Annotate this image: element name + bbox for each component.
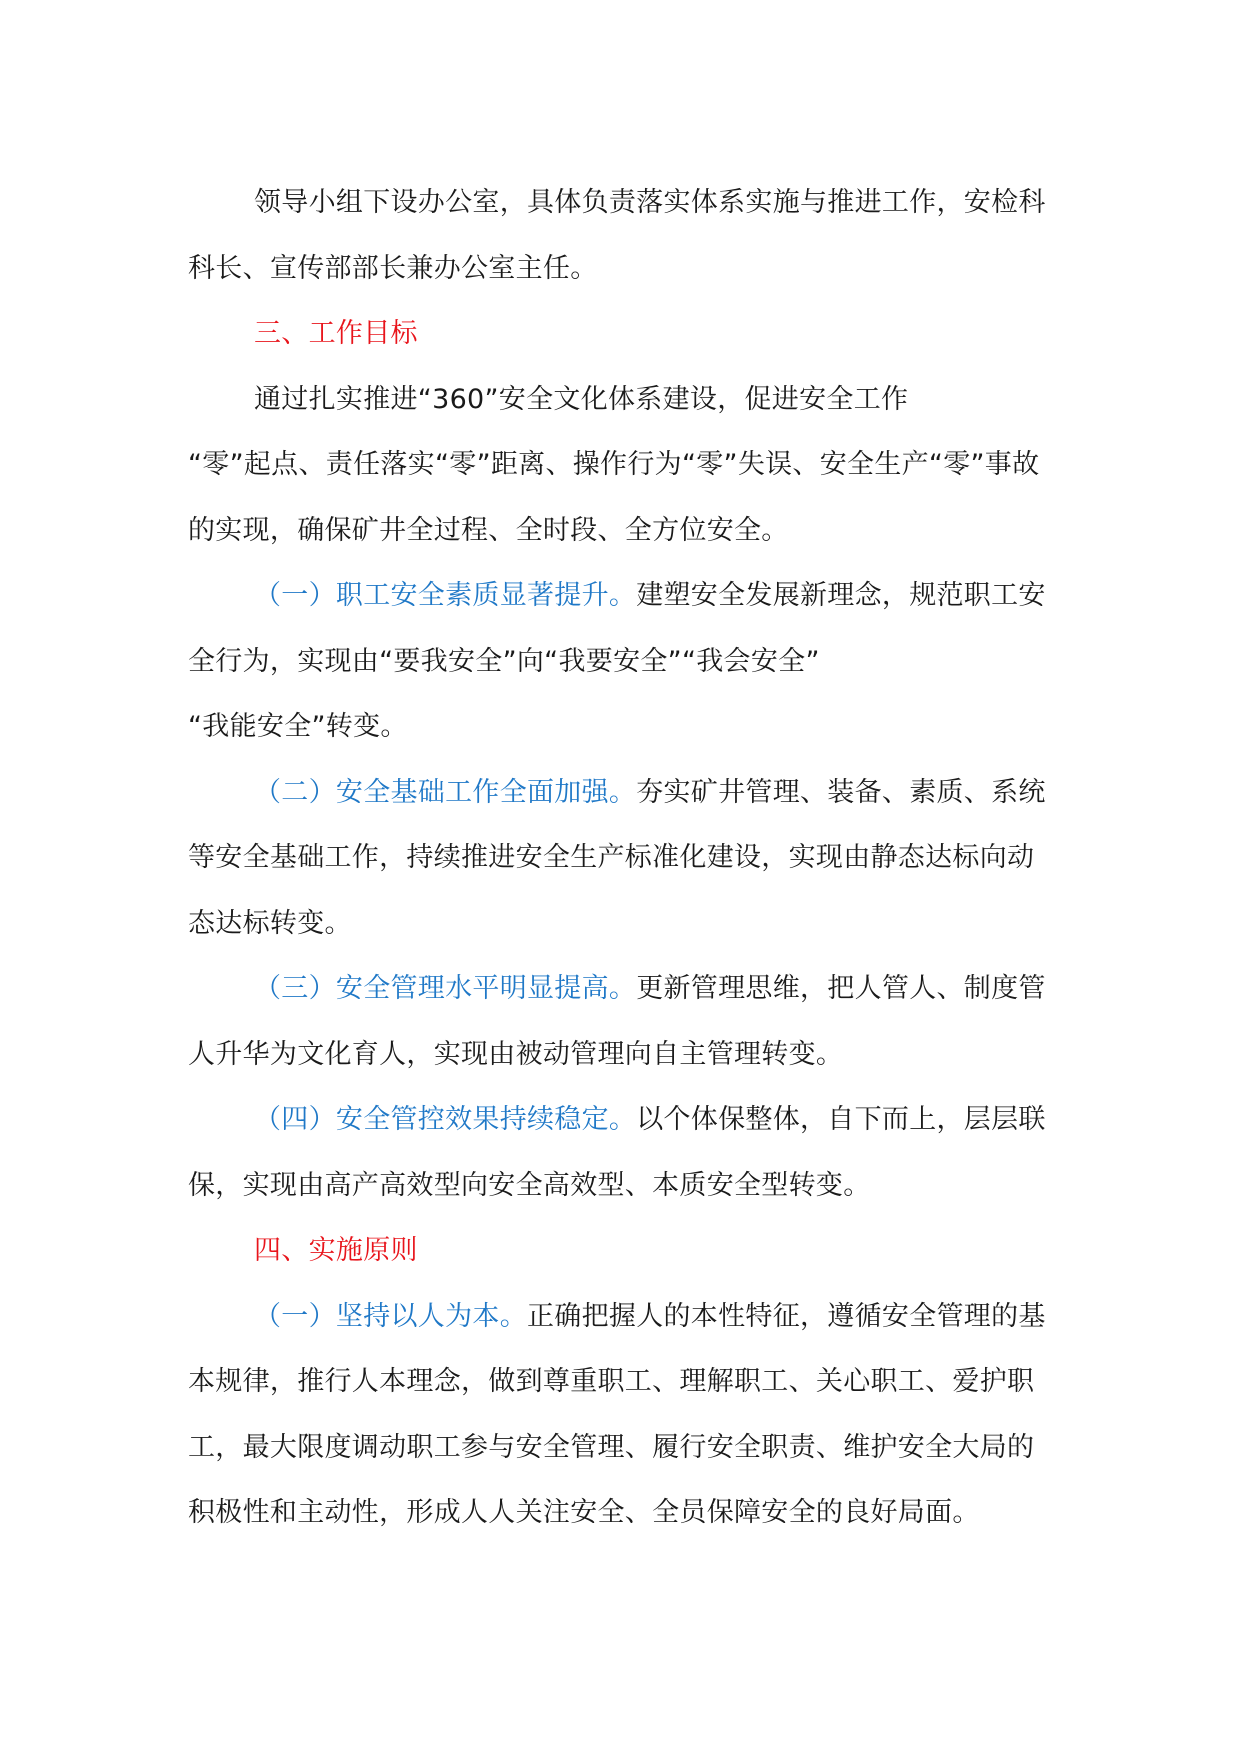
goal-3-heading: （三）安全管理水平明显提高。 (254, 973, 637, 1004)
goal-3-body: 更新管理思维，把人管人、制度管人升华为文化育人，实现由被动管理向自主管理转变。 (188, 973, 1046, 1070)
goal-item-1 (188, 563, 1050, 694)
paragraph-text: “零”起点、责任落实“零”距离、操作行为“零”失误、安全生产“零”事故的实现，确保矿井全过程、全时段、全方位安全。 (188, 449, 1040, 546)
paragraph-text: 通过扎实推进“360”安全文化体系建设，促进安全工作 (254, 383, 909, 415)
document-body (188, 170, 1050, 1546)
principle-1-heading: （一）坚持以人为本。 (254, 1300, 527, 1332)
section-heading-text: 四、实施原则 (254, 1235, 418, 1266)
paragraph-goal-intro-line1 (188, 367, 1050, 433)
paragraph-office-setup (188, 170, 1050, 301)
section-heading-principles (188, 1218, 1050, 1284)
paragraph-text: 领导小组下设办公室，具体负责落实体系实施与推进工作，安检科科长、宣传部部长兼办公室主任。 (188, 187, 1046, 284)
section-heading-work-goals (188, 301, 1050, 367)
goal-4-body: 以个体保整体，自下而上，层层联保，实现由高产高效型向安全高效型、本质安全型转变。 (188, 1104, 1046, 1201)
paragraph-goal-intro-rest (188, 432, 1050, 563)
goal-1-body: 建塑安全发展新理念，规范职工安全行为，实现由“要我安全”向“我要安全”“我会安全” (188, 580, 1046, 677)
goal-item-3 (188, 956, 1050, 1087)
principle-item-1 (188, 1284, 1050, 1546)
goal-item-1-tail (188, 694, 1050, 760)
goal-2-heading: （二）安全基础工作全面加强。 (254, 776, 637, 808)
principle-1-body: 正确把握人的本性特征，遵循安全管理的基本规律，推行人本理念，做到尊重职工、理解职工、关心职工、爱护职工，最大限度调动职工参与安全管理、履行安全职责、维护安全大局的积极性和主动性，形成人人关注安全、全员保障安全的良好局面。 (188, 1300, 1046, 1528)
goal-item-2 (188, 760, 1050, 957)
section-heading-text: 三、工作目标 (254, 318, 418, 349)
goal-1-heading: （一）职工安全素质显著提升。 (254, 580, 637, 611)
goal-1-tail: “我能安全”转变。 (188, 711, 408, 742)
goal-4-heading: （四）安全管控效果持续稳定。 (254, 1104, 637, 1135)
goal-2-body: 夯实矿井管理、装备、素质、系统等安全基础工作，持续推进安全生产标准化建设，实现由静态达标向动态达标转变。 (188, 776, 1046, 939)
goal-item-4 (188, 1087, 1050, 1218)
